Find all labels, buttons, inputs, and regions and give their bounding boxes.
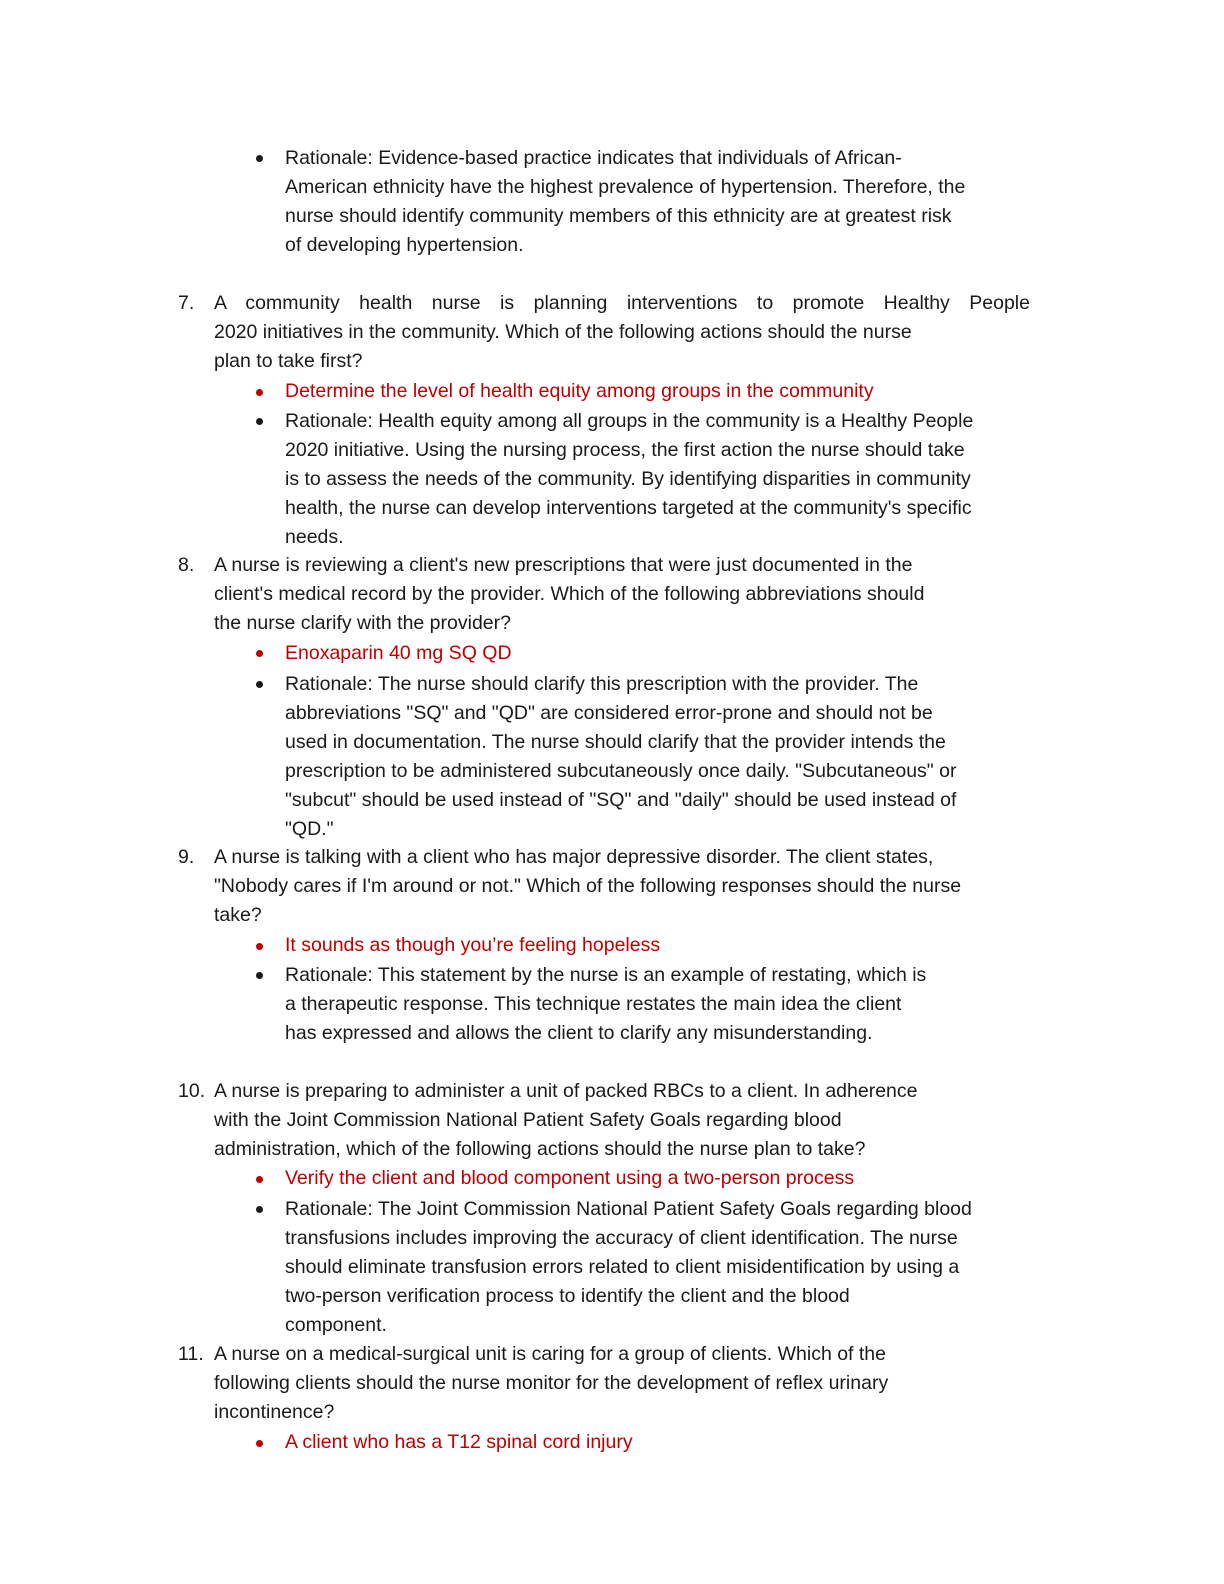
bullet-icon (256, 1206, 263, 1213)
answer-text: A client who has a T12 spinal cord injury (285, 1431, 633, 1453)
question-text-line: A community health nurse is planning interventions to promote Healthy People (214, 292, 1030, 314)
question-text-line: the nurse clarify with the provider? (214, 612, 511, 634)
bullet-icon (256, 418, 263, 425)
question-text-line: take? (214, 904, 262, 926)
rationale-line: abbreviations "SQ" and "QD" are considered error-prone and should not be (285, 702, 933, 724)
rationale-line: used in documentation. The nurse should clarify that the provider intends the (285, 731, 946, 753)
rationale-line: has expressed and allows the client to clarify any misunderstanding. (285, 1022, 873, 1044)
question-text-line: plan to take first? (214, 350, 363, 372)
bullet-icon (256, 650, 263, 657)
question-text-line: client's medical record by the provider. Which of the following abbreviations should (214, 583, 925, 605)
rationale-line: 2020 initiative. Using the nursing process, the first action the nurse should take (285, 439, 965, 461)
rationale-line: "subcut" should be used instead of "SQ" and "daily" should be used instead of (285, 789, 957, 811)
bullet-icon (256, 1176, 263, 1183)
question-text-line: with the Joint Commission National Patient Safety Goals regarding blood (214, 1109, 842, 1131)
question-text-line: A nurse is preparing to administer a unit of packed RBCs to a client. In adherence (214, 1080, 918, 1102)
question-number: 8. (178, 554, 195, 576)
bullet-icon (256, 155, 263, 162)
question-text-line: A nurse is reviewing a client's new prescriptions that were just documented in the (214, 554, 913, 576)
bullet-icon (256, 972, 263, 979)
question-text-line: incontinence? (214, 1401, 335, 1423)
rationale-line: "QD." (285, 818, 334, 840)
question-text-line: 2020 initiatives in the community. Which of the following actions should the nurse (214, 321, 912, 343)
question-text-line: "Nobody cares if I'm around or not." Which of the following responses should the nurse (214, 875, 962, 897)
question-text-line: A nurse is talking with a client who has major depressive disorder. The client states, (214, 846, 934, 868)
rationale-line: two-person verification process to identify the client and the blood (285, 1285, 850, 1307)
rationale-line: nurse should identify community members of this ethnicity are at greatest risk (285, 205, 952, 227)
rationale-line: transfusions includes improving the accuracy of client identification. The nurse (285, 1227, 958, 1249)
question-number: 9. (178, 846, 195, 868)
rationale-line: component. (285, 1314, 387, 1336)
bullet-icon (256, 1440, 263, 1447)
question-number: 11. (178, 1343, 204, 1365)
rationale-line: should eliminate transfusion errors related to client misidentification by using a (285, 1256, 960, 1278)
rationale-line: Rationale: The Joint Commission National Patient Safety Goals regarding blood (285, 1198, 972, 1220)
question-text-line: following clients should the nurse monitor for the development of reflex urinary (214, 1372, 889, 1394)
bullet-icon (256, 389, 263, 396)
bullet-icon (256, 681, 263, 688)
answer-text: Verify the client and blood component using a two-person process (285, 1167, 855, 1189)
rationale-line: of developing hypertension. (285, 234, 524, 256)
question-text-line: administration, which of the following actions should the nurse plan to take? (214, 1138, 866, 1160)
rationale-line: a therapeutic response. This technique restates the main idea the client (285, 993, 902, 1015)
rationale-line: Rationale: The nurse should clarify this prescription with the provider. The (285, 673, 919, 695)
rationale-line: Rationale: This statement by the nurse is an example of restating, which is (285, 964, 927, 986)
question-text-line: A nurse on a medical-surgical unit is caring for a group of clients. Which of the (214, 1343, 886, 1365)
rationale-line: health, the nurse can develop interventions targeted at the community's specific (285, 497, 972, 519)
answer-text: Determine the level of health equity among groups in the community (285, 380, 874, 402)
answer-text: It sounds as though you’re feeling hopeless (285, 934, 661, 956)
rationale-line: American ethnicity have the highest prevalence of hypertension. Therefore, the (285, 176, 966, 198)
rationale-line: Rationale: Evidence-based practice indicates that individuals of African- (285, 147, 902, 169)
question-number: 10. (178, 1080, 206, 1102)
rationale-line: Rationale: Health equity among all groups in the community is a Healthy People (285, 410, 974, 432)
rationale-line: is to assess the needs of the community. By identifying disparities in community (285, 468, 971, 490)
rationale-line: prescription to be administered subcutaneously once daily. "Subcutaneous" or (285, 760, 957, 782)
rationale-line: needs. (285, 526, 344, 548)
bullet-icon (256, 943, 263, 950)
answer-text: Enoxaparin 40 mg SQ QD (285, 642, 512, 664)
question-number: 7. (178, 292, 195, 314)
